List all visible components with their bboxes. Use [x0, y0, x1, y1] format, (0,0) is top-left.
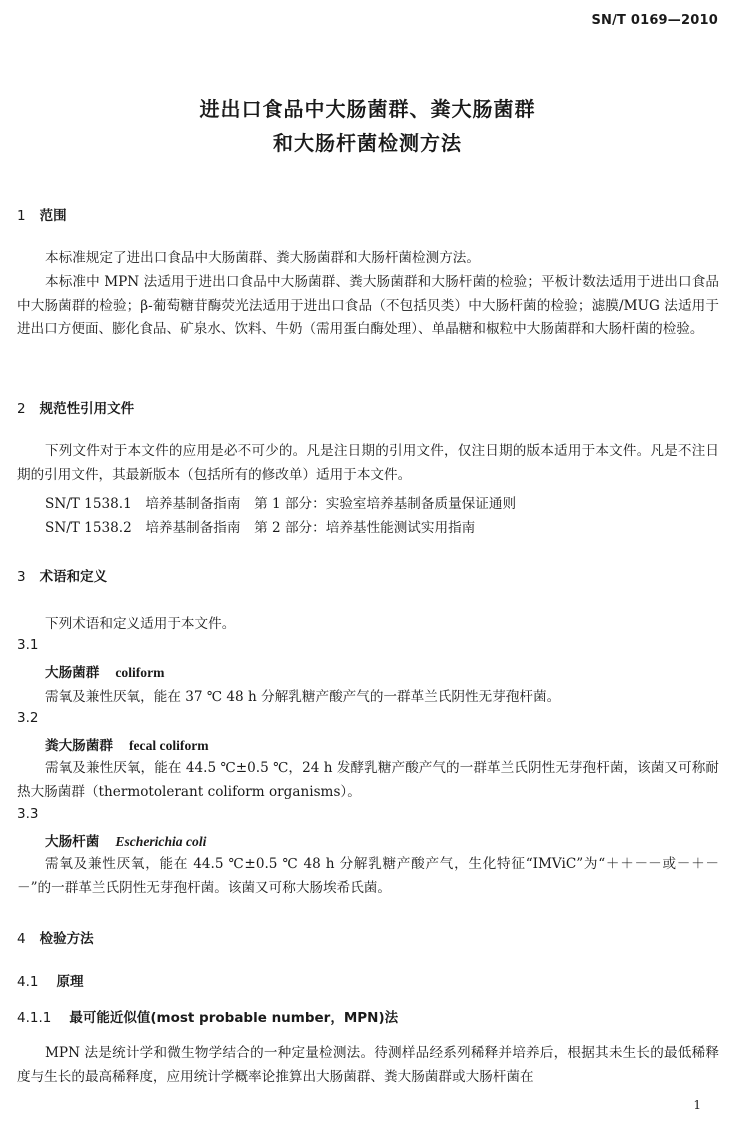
- subsection-title: 最可能近似值(most probable number，MPN)法: [69, 1010, 399, 1026]
- term-name: [45, 830, 206, 850]
- term-name-en: coliform: [115, 665, 165, 680]
- section-title: 检验方法: [39, 931, 94, 947]
- section-title: 术语和定义: [39, 569, 108, 585]
- section-1-paragraph-2: 本标准中 MPN 法适用于进出口食品中大肠菌群、粪大肠菌群和大肠杆菌的检验；平板计数法适用于进出口食品中大肠菌群的检验；β-葡萄糖苷酶荧光法适用于进出口食品（不包括贝类）中大肠杆菌的检验；滤膜/MUG 法适用于进出口方便面、膨化食品、矿泉水、饮料、牛奶（需用蛋白酶处理）、单晶糖和椒粒中大肠菌群和大肠杆菌的检验。: [17, 274, 719, 337]
- section-1-paragraph-1: 本标准规定了进出口食品中大肠菌群、粪大肠菌群和大肠杆菌检测方法。: [45, 250, 480, 266]
- term-definition: 需氧及兼性厌氧，能在 44.5 ℃±0.5 ℃，24 h 发酵乳糖产酸产气的一群革兰氏阴性无芽孢杆菌，该菌又可称耐热大肠菌群（thermotolerant coliform organisms）。: [17, 760, 719, 800]
- section-3-heading: [17, 565, 107, 585]
- term-name-cn: 大肠杆菌: [45, 834, 100, 850]
- term-name-en: fecal coliform: [128, 738, 209, 753]
- section-number: 3: [17, 569, 26, 585]
- subsection-number: 4.1.1: [17, 1010, 52, 1026]
- term-name: [45, 734, 209, 754]
- section-number: 2: [17, 401, 26, 417]
- section-title: 范围: [39, 208, 67, 224]
- document-title: [0, 92, 735, 160]
- section-number: 4: [17, 931, 26, 947]
- standard-code: SN/T 0169—2010: [591, 13, 718, 28]
- terms-intro: 下列术语和定义适用于本文件。: [45, 616, 236, 632]
- reference-2: SN/T 1538.2 培养基制备指南 第 2 部分：培养基性能测试实用指南: [45, 520, 476, 536]
- section-2-heading: [17, 397, 134, 417]
- term-name-cn: 大肠菌群: [45, 665, 100, 681]
- section-number: 1: [17, 208, 26, 224]
- subsection-4-1-1-heading: [17, 1006, 398, 1026]
- title-line-1: 进出口食品中大肠菌群、粪大肠菌群: [199, 97, 536, 121]
- subsection-number: 4.1: [17, 974, 39, 990]
- term-definition: 需氧及兼性厌氧，能在 44.5 ℃±0.5 ℃ 48 h 分解乳糖产酸产气，生化特征“IMViC”为“＋＋－－或－＋－－”的一群革兰氏阴性无芽孢杆菌。该菌又可称大肠埃希氏菌。: [17, 856, 719, 896]
- term-name-en: Escherichia coli: [115, 834, 207, 849]
- section-1-heading: [17, 204, 67, 224]
- section-4-paragraph-1: MPN 法是统计学和微生物学结合的一种定量检测法。待测样品经系列稀释并培养后，根据其未生长的最低稀释度与生长的最高稀释度，应用统计学概率论推算出大肠菌群、粪大肠菌群或大肠杆菌在: [17, 1045, 719, 1085]
- section-2-paragraph-1: 下列文件对于本文件的应用是必不可少的。凡是注日期的引用文件，仅注日期的版本适用于本文件。凡是不注日期的引用文件，其最新版本（包括所有的修改单）适用于本文件。: [17, 443, 719, 483]
- section-4-heading: [17, 927, 94, 947]
- reference-1: SN/T 1538.1 培养基制备指南 第 1 部分：实验室培养基制备质量保证通则: [45, 496, 517, 512]
- term-name: [45, 661, 164, 681]
- term-number: 3.2: [17, 710, 39, 726]
- term-definition: 需氧及兼性厌氧，能在 37 ℃ 48 h 分解乳糖产酸产气的一群革兰氏阴性无芽孢杆菌。: [45, 689, 561, 705]
- section-title: 规范性引用文件: [39, 401, 135, 417]
- subsection-4-1-heading: [17, 970, 83, 990]
- term-number: 3.1: [17, 637, 39, 653]
- subsection-title: 原理: [56, 974, 84, 990]
- term-name-cn: 粪大肠菌群: [45, 738, 113, 754]
- page-number: 1: [693, 1098, 701, 1112]
- title-line-2: 和大肠杆菌检测方法: [273, 131, 462, 155]
- term-number: 3.3: [17, 806, 39, 822]
